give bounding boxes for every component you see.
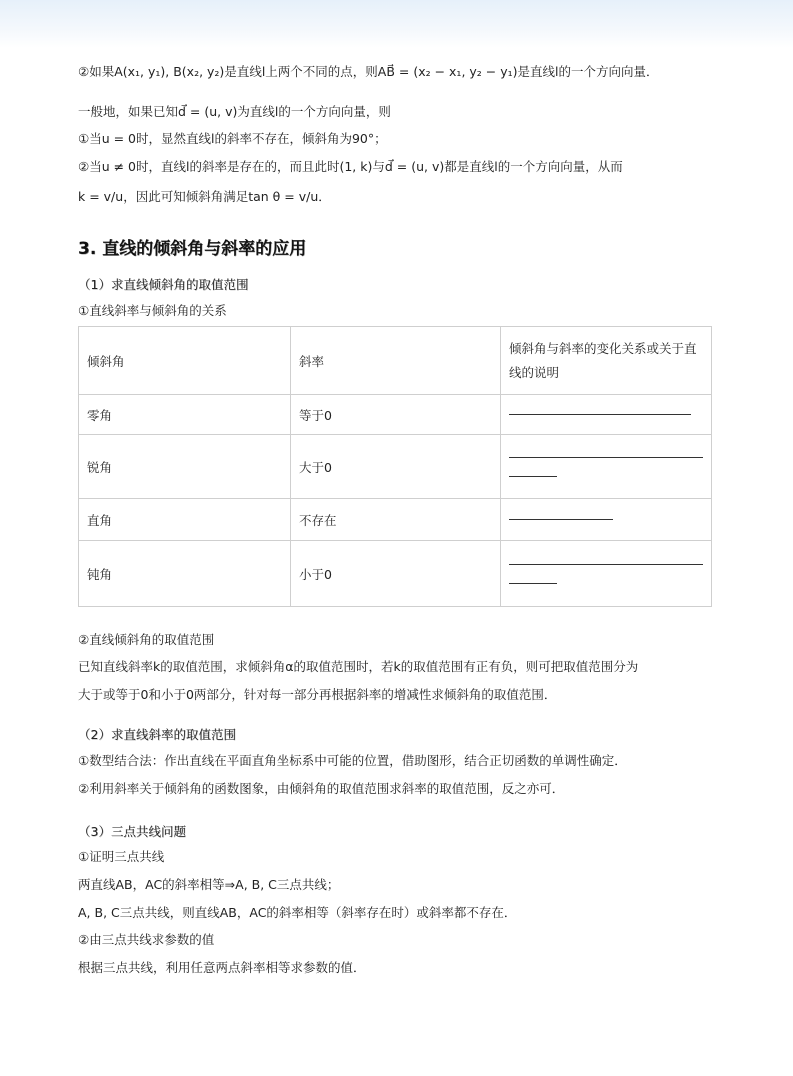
slope-angle-table: [78, 326, 712, 607]
item-angle-range: ②直线倾斜角的取值范围: [78, 632, 215, 647]
angle-range-text-1: 已知直线斜率k的取值范围，求倾斜角α的取值范围时，若k的取值范围有正有负，则可把取值范围分为: [78, 659, 639, 674]
cell-slope: 不存在: [290, 499, 500, 541]
method-graph-text: ①数型结合法：作出直线在平面直角坐标系中可能的位置，借助图形，结合正切函数的单调性确定．: [78, 753, 627, 768]
cell-angle: 直角: [79, 499, 291, 541]
fill-blank: [509, 476, 557, 477]
table-row: [79, 541, 712, 607]
collinear-proof-text-2: A, B, C三点共线，则直线AB，AC的斜率相等（斜率存在时）或斜率都不存在．: [78, 905, 517, 920]
cell-blank: [501, 435, 712, 499]
table-header-row: [79, 327, 712, 395]
subsection-3-title: （3）三点共线问题: [78, 824, 186, 839]
slope-formula-text: k = v/u，因此可知倾斜角满足tan θ = v/u．: [78, 189, 331, 204]
table-row: [79, 395, 712, 435]
table-row: [79, 499, 712, 541]
cell-slope: 小于0: [290, 541, 500, 607]
collinear-param-text: 根据三点共线，利用任意两点斜率相等求参数的值．: [78, 960, 366, 975]
fill-blank: [509, 564, 703, 565]
fill-blank: [509, 414, 691, 415]
item-slope-angle-relation: ①直线斜率与倾斜角的关系: [78, 303, 227, 318]
page-header-band: [0, 0, 793, 48]
fill-blank: [509, 457, 703, 458]
collinear-proof-text-1: 两直线AB，AC的斜率相等⇒A, B, C三点共线；: [78, 877, 340, 892]
fill-blank: [509, 583, 557, 584]
cell-angle: 零角: [79, 395, 291, 435]
cell-angle: 锐角: [79, 435, 291, 499]
cell-blank: [501, 541, 712, 607]
cell-blank: [501, 499, 712, 541]
fill-blank: [509, 519, 613, 520]
table-row: [79, 435, 712, 499]
section-title: 3. 直线的倾斜角与斜率的应用: [78, 239, 307, 259]
case-u-zero-text: ①当u = 0时，显然直线l的斜率不存在，倾斜角为90°；: [78, 131, 387, 146]
cell-blank: [501, 395, 712, 435]
subsection-2-title: （2）求直线斜率的取值范围: [78, 727, 236, 742]
cell-slope: 等于0: [290, 395, 500, 435]
collinear-param-heading: ②由三点共线求参数的值: [78, 932, 215, 947]
cell-angle: 钝角: [79, 541, 291, 607]
header-slope: 斜率: [290, 327, 500, 395]
subsection-1-title: （1）求直线倾斜角的取值范围: [78, 277, 249, 292]
method-function-text: ②利用斜率关于倾斜角的函数图象，由倾斜角的取值范围求斜率的取值范围，反之亦可．: [78, 781, 565, 796]
header-description: 倾斜角与斜率的变化关系或关于直线的说明: [501, 327, 712, 395]
angle-range-text-2: 大于或等于0和小于0两部分，针对每一部分再根据斜率的增减性求倾斜角的取值范围．: [78, 687, 557, 702]
case-u-nonzero-text: ②当u ≠ 0时，直线l的斜率是存在的，而且此时(1, k)与d⃗ = (u, v)都是直线l的一个方向向量，从而: [78, 159, 623, 174]
collinear-proof-heading: ①证明三点共线: [78, 849, 165, 864]
header-angle: 倾斜角: [79, 327, 291, 395]
cell-slope: 大于0: [290, 435, 500, 499]
general-case-text: 一般地，如果已知d⃗ = (u, v)为直线l的一个方向向量，则: [78, 104, 391, 119]
direction-vector-text: ②如果A(x₁, y₁), B(x₂, y₂)是直线l上两个不同的点，则AB⃗ = (x₂ − x₁, y₂ − y₁)是直线l的一个方向向量．: [78, 64, 659, 79]
